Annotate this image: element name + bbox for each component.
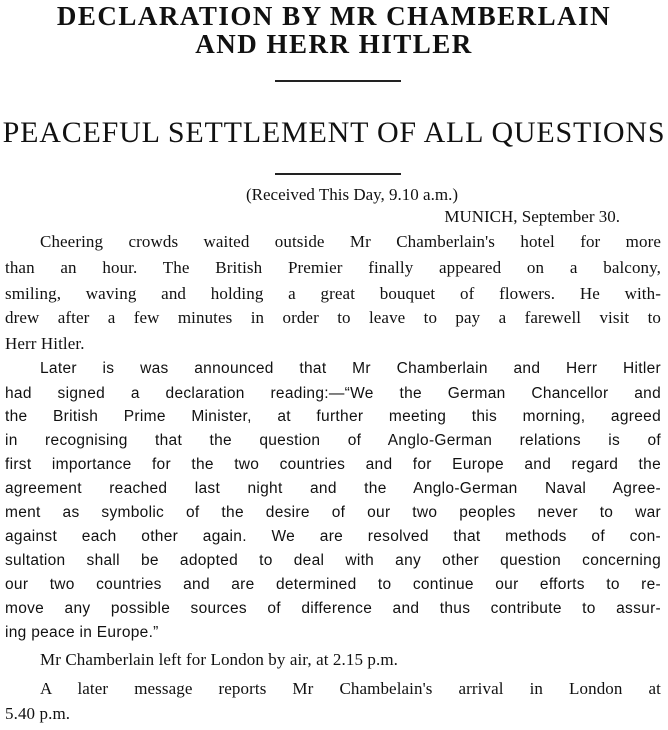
subheadline: PEACEFUL SETTLEMENT OF ALL QUESTIONS — [2, 116, 666, 149]
paragraph-3-line: Mr Chamberlain left for London by air, at 2.15 p.m. — [40, 650, 399, 669]
headline — [0, 2, 668, 58]
paragraph-4-line: 5.40 p.m. — [5, 704, 71, 723]
headline-line-2: AND HERR HITLER — [195, 29, 473, 59]
received-note: (Received This Day, 9.10 a.m.) — [246, 185, 458, 204]
paragraph-1-line: than an hour. The British Premier finally appeared on a balcony, — [5, 258, 661, 277]
paragraph-2-line: the British Prime Minister, at further meeting this morning, agreed — [5, 408, 661, 425]
paragraph-2-line: ment as symbolic of the desire of our two peoples never to war — [5, 504, 661, 521]
divider-rule — [275, 80, 401, 82]
dateline: MUNICH, September 30. — [444, 207, 620, 226]
paragraph-2-line: our two countries and are determined to continue our efforts to re- — [5, 576, 661, 593]
paragraph-4-line: A later message reports Mr Chambelain's arrival in London at — [40, 679, 661, 698]
paragraph-2-line: Later is was announced that Mr Chamberlain and Herr Hitler — [40, 360, 661, 377]
paragraph-2-line: in recognising that the question of Anglo-German relations is of — [5, 432, 661, 449]
divider-rule — [275, 173, 401, 175]
paragraph-1-line: smiling, waving and holding a great bouquet of flowers. He with- — [5, 284, 661, 303]
paragraph-2-line: had signed a declaration reading:—“We the German Chancellor and — [5, 385, 661, 402]
paragraph-1-line: Herr Hitler. — [5, 334, 85, 353]
paragraph-2-line: ing peace in Europe.” — [5, 624, 159, 641]
paragraph-2-line: sultation shall be adopted to deal with any other question concerning — [5, 552, 661, 569]
paragraph-2-line: first importance for the two countries and for Europe and regard the — [5, 456, 661, 473]
headline-line-1: DECLARATION BY MR CHAMBERLAIN — [56, 1, 612, 31]
paragraph-1-line: drew after a few minutes in order to leave to pay a farewell visit to — [5, 308, 661, 327]
paragraph-2-line: move any possible sources of difference and thus contribute to assur- — [5, 600, 661, 617]
paragraph-1-line: Cheering crowds waited outside Mr Chamberlain's hotel for more — [40, 232, 661, 251]
paragraph-2-line: against each other again. We are resolved that methods of con- — [5, 528, 661, 545]
paragraph-2-line: agreement reached last night and the Anglo-German Naval Agree- — [5, 480, 661, 497]
